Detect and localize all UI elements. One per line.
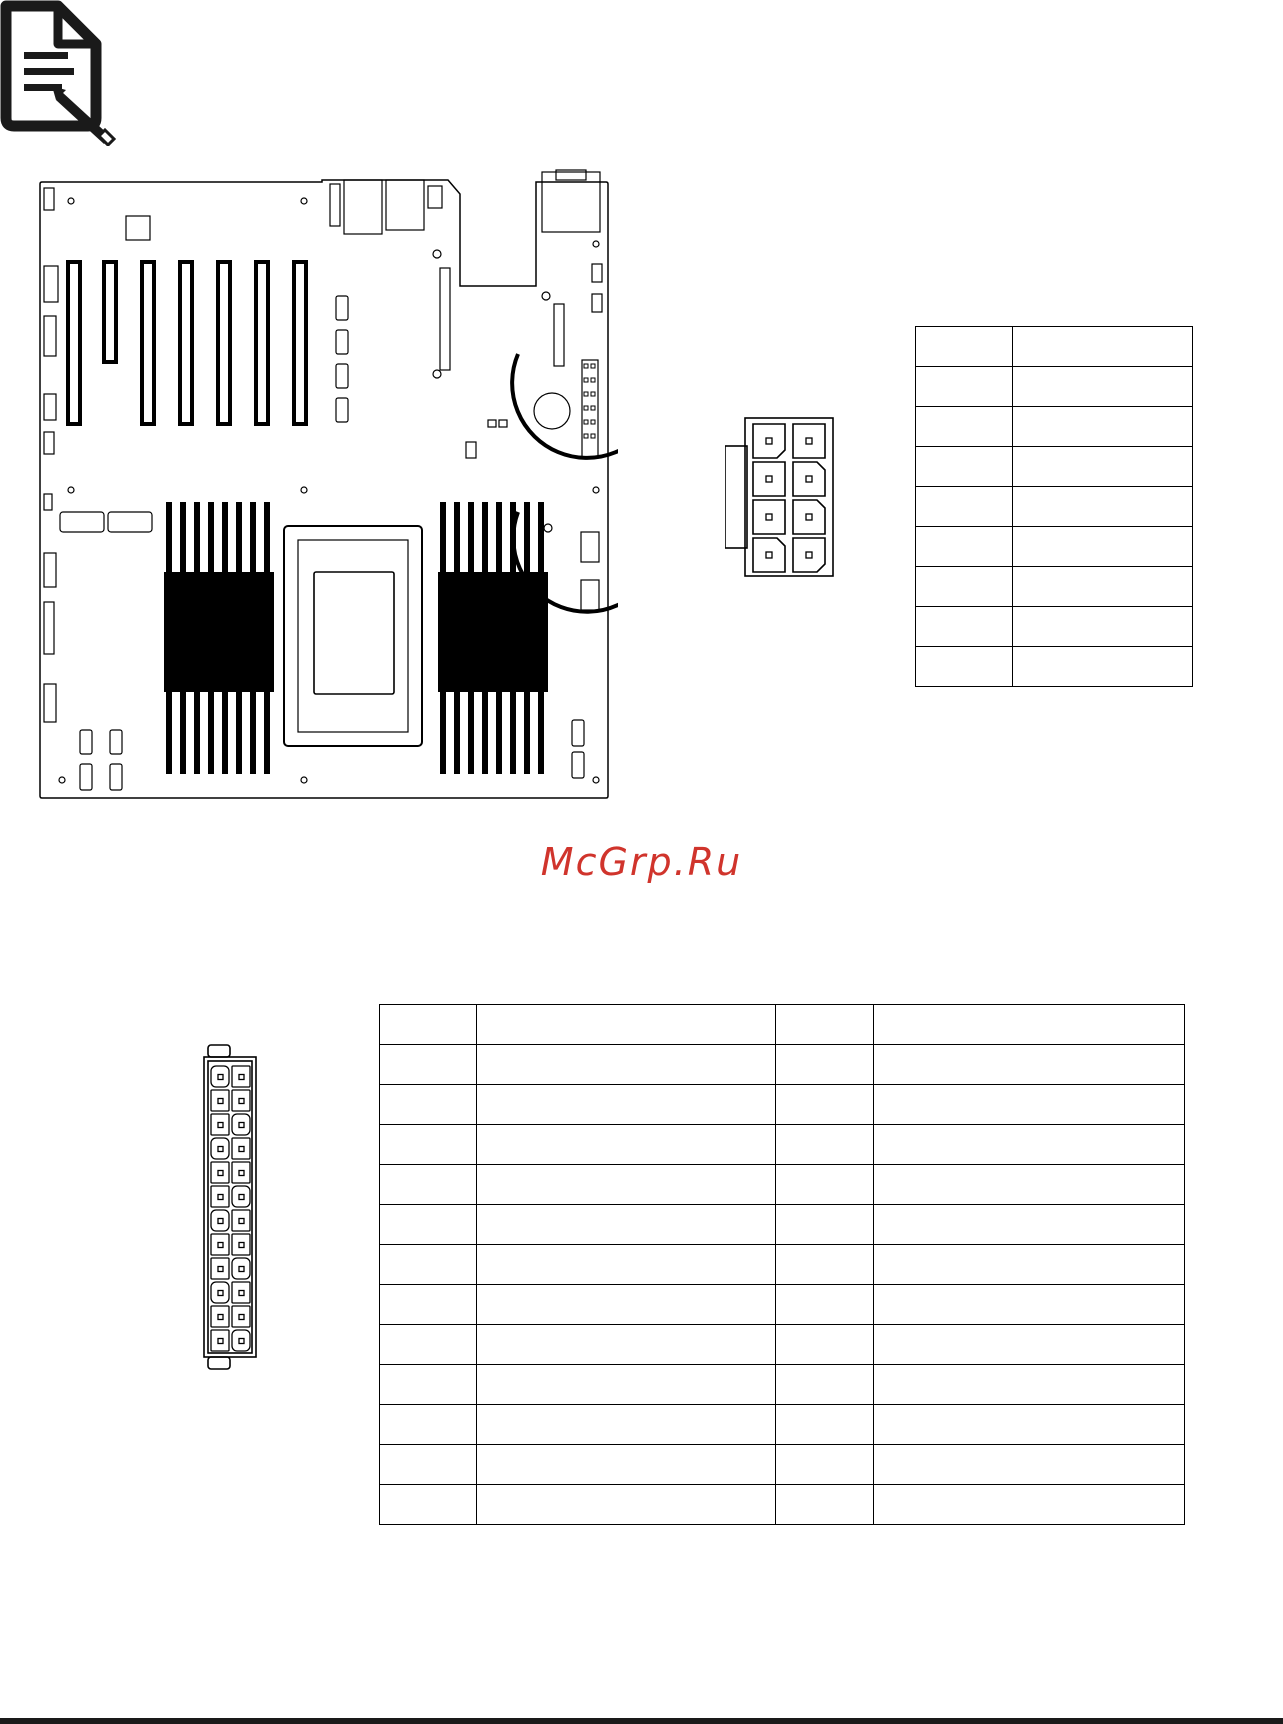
table-cell	[874, 1205, 1185, 1245]
table-cell	[380, 1085, 477, 1125]
table-row	[916, 567, 1193, 607]
watermark-text: McGrp.Ru	[540, 840, 743, 884]
connector-pin	[232, 1066, 250, 1087]
table-row	[916, 407, 1193, 447]
connector-pin	[211, 1330, 229, 1351]
table-row	[380, 1205, 1185, 1245]
table-row	[380, 1325, 1185, 1365]
table-cell	[380, 1005, 477, 1045]
connector-pin-contact	[218, 1147, 223, 1152]
table-cell	[776, 1485, 874, 1525]
table-cell	[1013, 367, 1193, 407]
table-cell	[380, 1125, 477, 1165]
connector-pin-contact	[239, 1099, 244, 1104]
table-cell	[874, 1285, 1185, 1325]
connector-pin-contact	[239, 1267, 244, 1272]
table-row	[380, 1085, 1185, 1125]
table-row	[380, 1285, 1185, 1325]
connector-pin	[211, 1306, 229, 1327]
connector-pin	[232, 1162, 250, 1183]
connector-pin	[211, 1114, 229, 1135]
connector-pin	[232, 1186, 250, 1207]
connector-pin	[211, 1258, 229, 1279]
table-cell	[776, 1285, 874, 1325]
table-cell	[1013, 647, 1193, 687]
table-row	[916, 327, 1193, 367]
table-row	[916, 367, 1193, 407]
table-cell	[874, 1365, 1185, 1405]
table-cell	[776, 1405, 874, 1445]
table-cell	[874, 1125, 1185, 1165]
connector-pin	[232, 1258, 250, 1279]
table-cell	[1013, 487, 1193, 527]
table-cell	[874, 1245, 1185, 1285]
connector-pin	[211, 1066, 229, 1087]
table-cell	[874, 1485, 1185, 1525]
table-cell	[1013, 407, 1193, 447]
table-cell	[916, 367, 1013, 407]
connector-pin-contact	[218, 1099, 223, 1104]
table-row	[380, 1045, 1185, 1085]
table-cell	[776, 1445, 874, 1485]
connector-pin	[232, 1306, 250, 1327]
table-row	[380, 1365, 1185, 1405]
table-cell	[776, 1045, 874, 1085]
connector-pin	[232, 1090, 250, 1111]
table-cell	[916, 407, 1013, 447]
table-cell	[874, 1445, 1185, 1485]
connector-pin-contact	[218, 1315, 223, 1320]
connector-pin-contact	[239, 1195, 244, 1200]
table-cell	[380, 1365, 477, 1405]
connector-pin-contact	[218, 1075, 223, 1080]
connector-pin-contact	[239, 1339, 244, 1344]
motherboard-layout-diagram	[36, 168, 618, 800]
8-pin-pinout-table	[915, 326, 1193, 687]
table-row	[916, 447, 1193, 487]
connector-pin-contact	[239, 1315, 244, 1320]
24-pin-power-connector-icon	[200, 1043, 260, 1371]
connector-pin-contact	[218, 1339, 223, 1344]
connector-pin	[211, 1282, 229, 1303]
connector-pin-contact	[239, 1219, 244, 1224]
connector-pin	[232, 1114, 250, 1135]
table-cell	[874, 1005, 1185, 1045]
table-cell	[477, 1245, 776, 1285]
table-row	[916, 607, 1193, 647]
table-row	[380, 1485, 1185, 1525]
table-cell	[916, 447, 1013, 487]
table-row	[380, 1125, 1185, 1165]
table-cell	[874, 1045, 1185, 1085]
connector-pin-contact	[239, 1291, 244, 1296]
connector-pin	[232, 1210, 250, 1231]
table-cell	[380, 1045, 477, 1085]
table-cell	[776, 1085, 874, 1125]
connector-pin-contact	[218, 1291, 223, 1296]
connector-pin	[232, 1282, 250, 1303]
table-row	[380, 1165, 1185, 1205]
table-cell	[477, 1045, 776, 1085]
table-cell	[916, 647, 1013, 687]
table-cell	[477, 1125, 776, 1165]
table-cell	[776, 1365, 874, 1405]
table-cell	[776, 1205, 874, 1245]
connector-pin-contact	[218, 1219, 223, 1224]
8-pin-power-connector-icon	[725, 412, 840, 582]
table-cell	[380, 1205, 477, 1245]
table-cell	[916, 567, 1013, 607]
connector-pin-contact	[239, 1171, 244, 1176]
connector-pin-contact	[239, 1075, 244, 1080]
connector-pin	[211, 1210, 229, 1231]
connector-pin	[211, 1090, 229, 1111]
table-cell	[477, 1325, 776, 1365]
connector-pin	[211, 1162, 229, 1183]
table-cell	[1013, 607, 1193, 647]
connector-pin	[232, 1138, 250, 1159]
table-cell	[916, 487, 1013, 527]
table-cell	[380, 1485, 477, 1525]
table-row	[916, 647, 1193, 687]
table-cell	[916, 527, 1013, 567]
table-cell	[1013, 327, 1193, 367]
table-cell	[916, 327, 1013, 367]
table-cell	[477, 1405, 776, 1445]
connector-pin-contact	[218, 1243, 223, 1248]
table-cell	[380, 1285, 477, 1325]
table-cell	[477, 1085, 776, 1125]
table-cell	[380, 1405, 477, 1445]
table-cell	[477, 1445, 776, 1485]
table-row	[380, 1445, 1185, 1485]
table-cell	[1013, 527, 1193, 567]
connector-pin-contact	[239, 1123, 244, 1128]
table-cell	[477, 1485, 776, 1525]
table-row	[380, 1405, 1185, 1445]
table-row	[380, 1005, 1185, 1045]
connector-pin	[232, 1234, 250, 1255]
table-cell	[776, 1165, 874, 1205]
table-row	[916, 527, 1193, 567]
connector-pin	[211, 1186, 229, 1207]
table-cell	[1013, 447, 1193, 487]
connector-pin	[211, 1234, 229, 1255]
table-cell	[776, 1005, 874, 1045]
table-cell	[477, 1205, 776, 1245]
table-cell	[477, 1165, 776, 1205]
connector-pin	[211, 1138, 229, 1159]
table-cell	[380, 1245, 477, 1285]
table-row	[380, 1245, 1185, 1285]
footer-rule	[0, 1718, 1283, 1724]
connector-pin-contact	[218, 1267, 223, 1272]
table-cell	[874, 1405, 1185, 1445]
connector-pin	[232, 1330, 250, 1351]
table-cell	[477, 1005, 776, 1045]
table-cell	[1013, 567, 1193, 607]
table-cell	[477, 1365, 776, 1405]
table-cell	[916, 607, 1013, 647]
table-cell	[874, 1165, 1185, 1205]
table-cell	[380, 1445, 477, 1485]
table-cell	[380, 1165, 477, 1205]
table-cell	[380, 1325, 477, 1365]
document-pencil-icon	[0, 0, 118, 146]
connector-pin-contact	[239, 1147, 244, 1152]
table-cell	[776, 1325, 874, 1365]
table-cell	[874, 1325, 1185, 1365]
connector-pin-contact	[218, 1195, 223, 1200]
connector-pin-contact	[218, 1123, 223, 1128]
table-cell	[874, 1085, 1185, 1125]
table-cell	[776, 1125, 874, 1165]
24-pin-pinout-table	[379, 1004, 1185, 1525]
table-row	[916, 487, 1193, 527]
table-cell	[776, 1245, 874, 1285]
connector-pin-contact	[239, 1243, 244, 1248]
table-cell	[477, 1285, 776, 1325]
connector-pin-contact	[218, 1171, 223, 1176]
